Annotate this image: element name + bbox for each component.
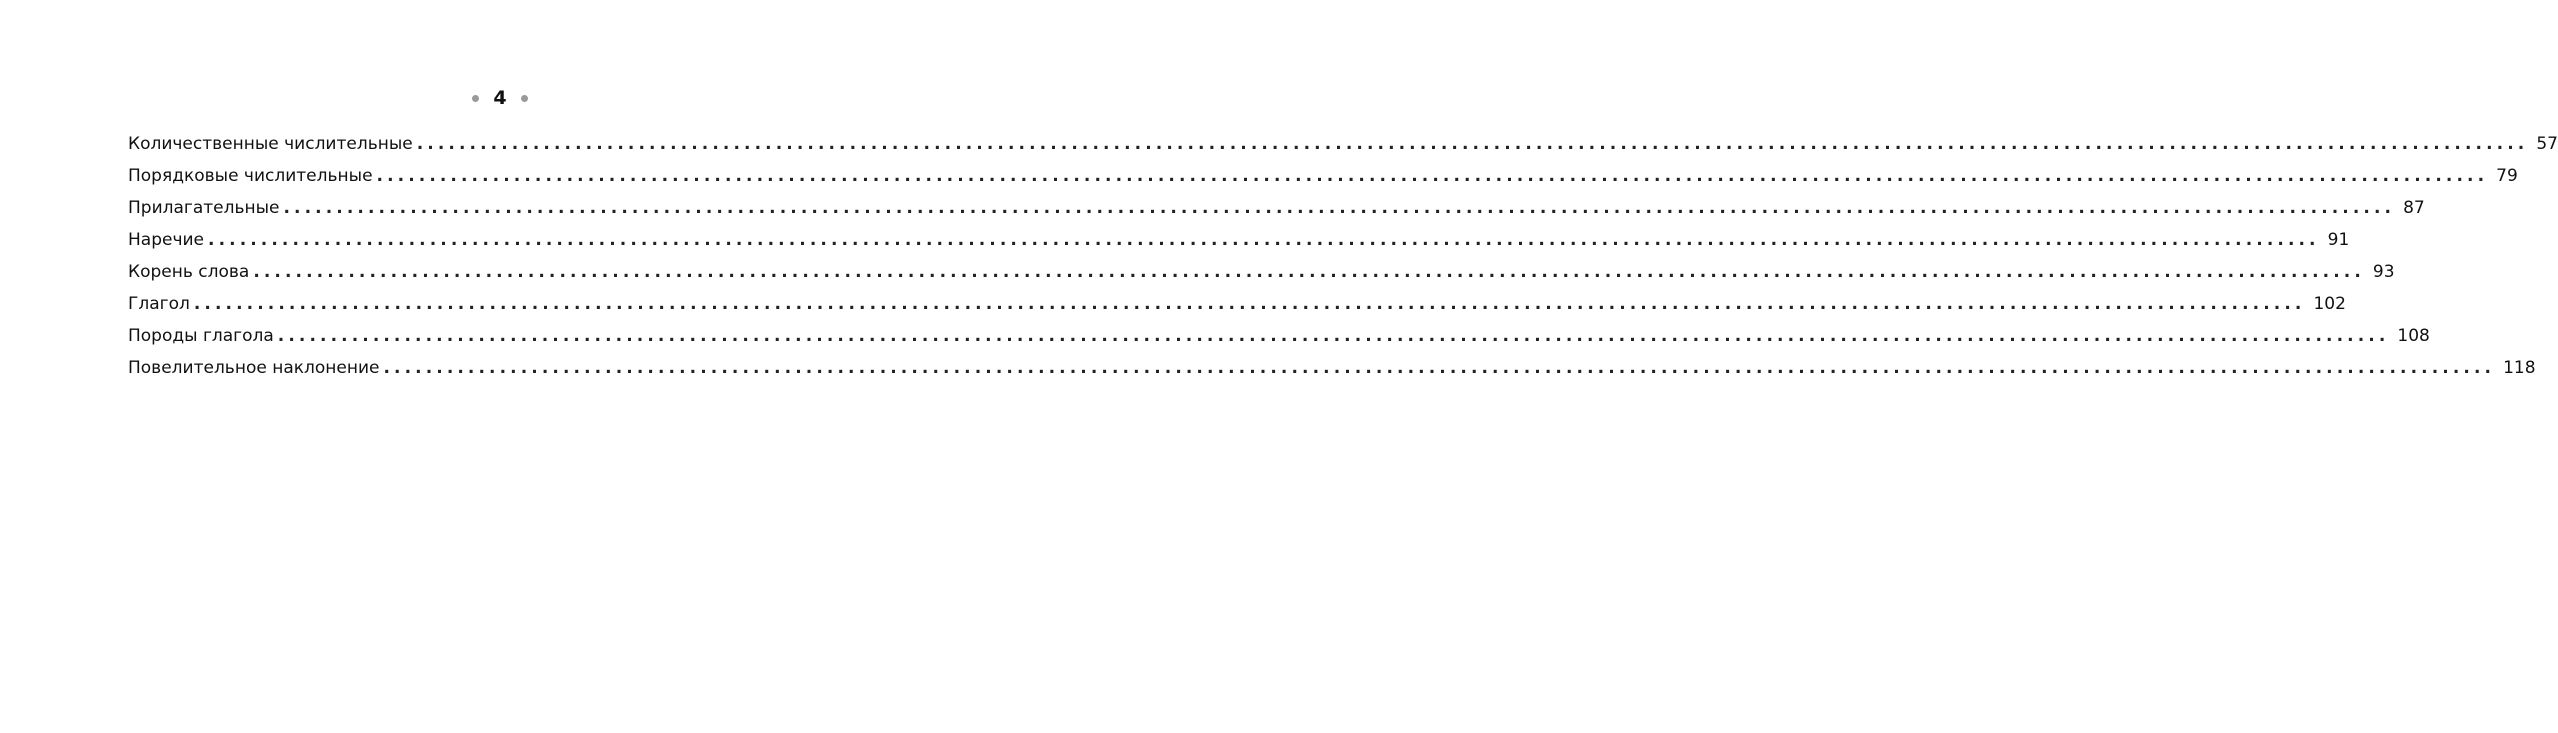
toc-entry-page: 79 bbox=[2496, 166, 2518, 186]
toc-entry-title: Наречие bbox=[128, 230, 205, 250]
dot-leader: ........................................................................................................................................................................................................ bbox=[208, 230, 2320, 250]
dot-leader: ........................................................................................................................................................................................................ bbox=[253, 262, 2365, 282]
toc-entry-page: 102 bbox=[2313, 294, 2346, 314]
toc-entry bbox=[128, 128, 2558, 160]
toc-entry bbox=[128, 224, 2350, 256]
table-of-contents bbox=[128, 128, 2558, 384]
dot-leader: ........................................................................................................................................................................................................ bbox=[383, 358, 2496, 378]
toc-entry-title: Корень слова bbox=[128, 262, 250, 282]
dot-leader: ........................................................................................................................................................................................................ bbox=[283, 198, 2396, 218]
toc-entry-title: Порядковые числительные bbox=[128, 166, 373, 186]
right-dot-ornament bbox=[521, 95, 528, 102]
toc-entry bbox=[128, 352, 2536, 384]
toc-entry-page: 91 bbox=[2327, 230, 2350, 250]
page-header bbox=[0, 84, 1000, 112]
page-number: 4 bbox=[493, 87, 507, 109]
toc-entry-title: Глагол bbox=[128, 294, 190, 314]
toc-entry-page: 87 bbox=[2403, 198, 2425, 218]
toc-entry bbox=[128, 288, 2346, 320]
toc-entry-title: Количественные числительные bbox=[128, 134, 413, 154]
toc-entry-page: 57 bbox=[2536, 134, 2558, 154]
toc-entry bbox=[128, 192, 2425, 224]
toc-entry bbox=[128, 256, 2395, 288]
toc-entry bbox=[128, 320, 2430, 352]
dot-leader: ........................................................................................................................................................................................................ bbox=[277, 326, 2390, 346]
toc-entry-page: 118 bbox=[2503, 358, 2536, 378]
dot-leader: ........................................................................................................................................................................................................ bbox=[193, 294, 2306, 314]
dot-leader: ........................................................................................................................................................................................................ bbox=[416, 134, 2529, 154]
toc-entry-page: 93 bbox=[2372, 262, 2395, 282]
left-dot-ornament bbox=[472, 95, 479, 102]
toc-entry bbox=[128, 160, 2518, 192]
toc-entry-title: Прилагательные bbox=[128, 198, 280, 218]
toc-entry-title: Повелительное наклонение bbox=[128, 358, 380, 378]
toc-entry-page: 108 bbox=[2397, 326, 2430, 346]
dot-leader: ........................................................................................................................................................................................................ bbox=[376, 166, 2489, 186]
toc-entry-title: Породы глагола bbox=[128, 326, 274, 346]
